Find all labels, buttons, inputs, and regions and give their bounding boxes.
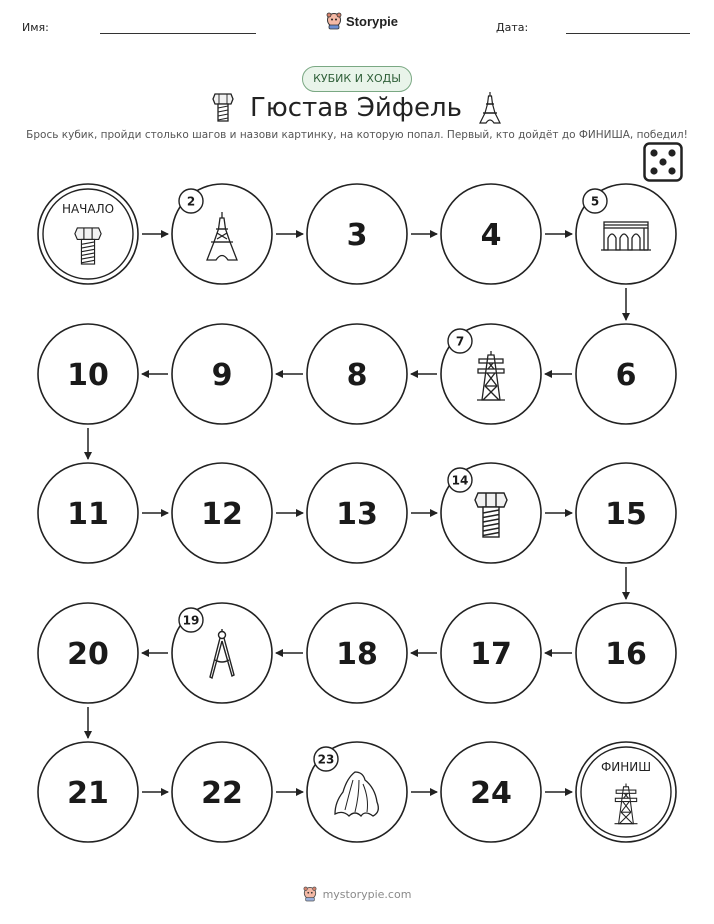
- cell-number: 23: [317, 752, 335, 767]
- board-cell-18: [307, 603, 407, 703]
- date-label: Дата:: [496, 21, 529, 34]
- cell-number: 2: [186, 194, 196, 209]
- cell-number: 7: [455, 334, 465, 349]
- board-cell-10: [38, 324, 138, 424]
- cell-number: 15: [605, 497, 647, 532]
- cell-number: 17: [470, 637, 512, 672]
- cell-number: 9: [211, 358, 233, 393]
- cell-number: 24: [470, 776, 512, 811]
- board-cell-24: [441, 742, 541, 842]
- instructions: Брось кубик, пройди столько шагов и назови картинку, на которую попал. Первый, кто дойдёт до ФИНИША, победил!: [26, 129, 688, 141]
- game-type-badge: КУБИК И ХОДЫ: [302, 66, 412, 92]
- cell-number: 8: [346, 358, 368, 393]
- cell-number: 6: [615, 358, 637, 393]
- board-cell-7: [441, 324, 541, 424]
- cell-number: 10: [67, 358, 109, 393]
- cell-number: 5: [590, 194, 600, 209]
- brand-name: Storypie: [346, 13, 399, 29]
- board-cell-13: [307, 463, 407, 563]
- board-cell-23: [307, 742, 407, 842]
- board-cell-4: [441, 184, 541, 284]
- cell-number: 22: [201, 776, 243, 811]
- cell-number: 11: [67, 497, 109, 532]
- board-cell-20: [38, 603, 138, 703]
- storypie-mascot-icon: [303, 886, 317, 902]
- board-cell-15: [576, 463, 676, 563]
- cell-number: 18: [336, 637, 378, 672]
- name-label: Имя:: [22, 21, 49, 34]
- cell-number: 19: [182, 613, 200, 628]
- cell-number: 3: [346, 218, 368, 253]
- cell-number: 21: [67, 776, 109, 811]
- board-cell-5: [576, 184, 676, 284]
- cell-number: 4: [480, 218, 502, 253]
- cell-number: 20: [67, 637, 109, 672]
- board-cell-22: [172, 742, 272, 842]
- board-cell-start: [38, 184, 138, 284]
- cell-number: 13: [336, 497, 378, 532]
- board-cell-9: [172, 324, 272, 424]
- board-cell-12: [172, 463, 272, 563]
- board-cell-19: [172, 603, 272, 703]
- cell-number: 16: [605, 637, 647, 672]
- board-cell-21: [38, 742, 138, 842]
- page-title: Гюстав Эйфель: [250, 93, 462, 123]
- board-cell-finish: [576, 742, 676, 842]
- board-cell-16: [576, 603, 676, 703]
- board-cell-14: [441, 463, 541, 563]
- cell-number: 12: [201, 497, 243, 532]
- board-cell-17: [441, 603, 541, 703]
- board-cell-11: [38, 463, 138, 563]
- board-cell-6: [576, 324, 676, 424]
- board-cell-3: [307, 184, 407, 284]
- footer-url: mystorypie.com: [322, 887, 412, 901]
- cell-circle: [576, 742, 676, 842]
- board-cell-8: [307, 324, 407, 424]
- cell-number: 14: [451, 473, 469, 488]
- start-label: НАЧАЛО: [61, 202, 115, 216]
- board-cell-2: [172, 184, 272, 284]
- finish-label: ФИНИШ: [600, 760, 652, 774]
- footer: [0, 886, 714, 902]
